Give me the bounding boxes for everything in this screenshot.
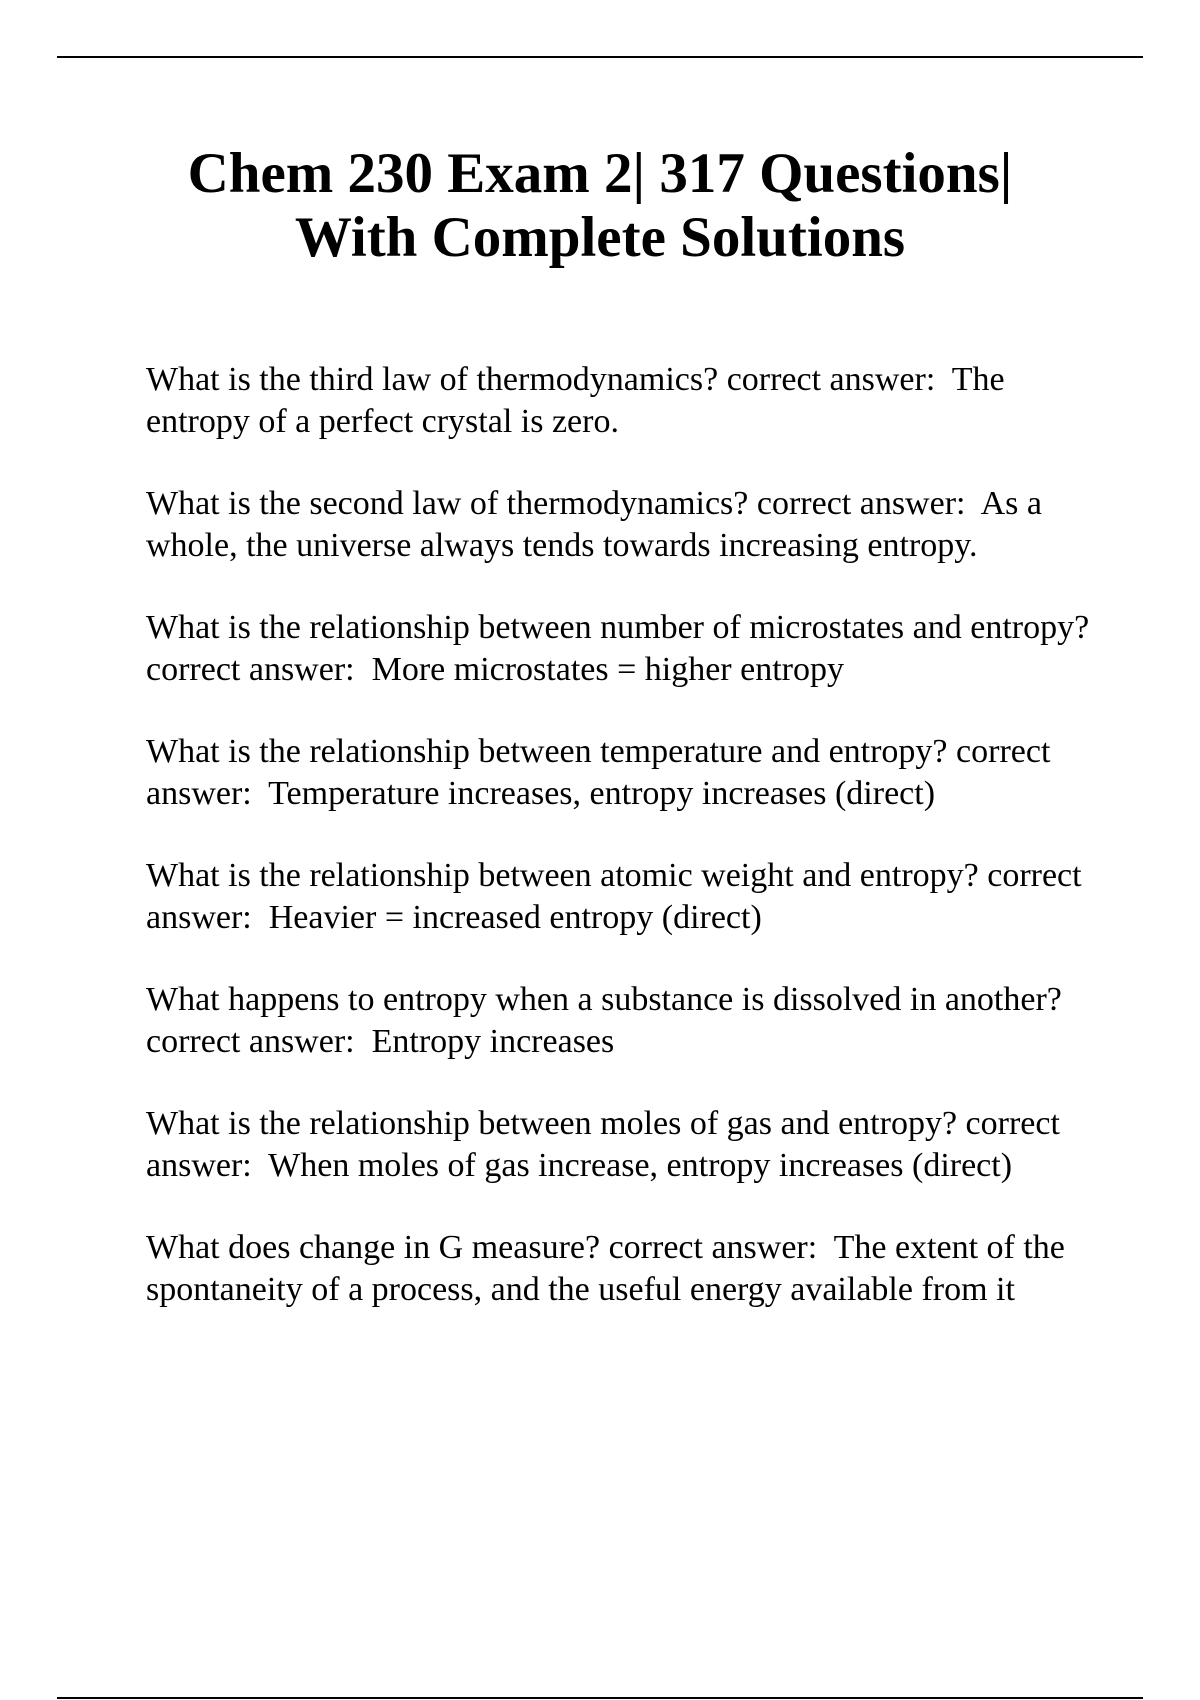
answer-label: correct answer: [146,733,1059,812]
answer-text: The extent of the spontaneity of a process, and the useful energy available from it [146,1229,1074,1308]
question-text: What is the relationship between atomic weight and entropy? [146,857,979,894]
question-text: What is the relationship between number of microstates and entropy? [146,609,1090,646]
title-line-1: Chem 230 Exam 2| 317 Questions| [187,142,1013,205]
page-title [100,142,1100,270]
answer-label: correct answer: [726,361,936,398]
question-text: What is the third law of thermodynamics? [146,361,719,398]
qa-item [146,483,1096,567]
bottom-divider [57,1697,1143,1699]
qa-item [146,359,1096,443]
answer-label: correct answer: [608,1229,818,1266]
qa-item [146,855,1096,939]
answer-text: When moles of gas increase, entropy increases (direct) [268,1147,1013,1184]
question-text: What happens to entropy when a substance is dissolved in another? [146,981,1062,1018]
question-text: What is the relationship between temperature and entropy? [146,733,948,770]
qa-item [146,607,1096,691]
question-text: What does change in G measure? [146,1229,601,1266]
answer-label: correct answer: [756,485,966,522]
answer-text: Temperature increases, entropy increases (direct) [268,775,936,812]
answer-label: correct answer: [146,651,355,688]
qa-item [146,731,1096,815]
top-divider [57,56,1143,58]
question-answer-list [146,359,1096,1351]
answer-text: More microstates = higher entropy [371,651,844,688]
answer-text: As a whole, the universe always tends towards increasing entropy. [146,485,1051,564]
answer-text: The entropy of a perfect crystal is zero. [146,361,1014,440]
answer-label: correct answer: [146,1105,1069,1184]
qa-item [146,1227,1096,1311]
qa-item [146,1103,1096,1187]
qa-item [146,979,1096,1063]
answer-text: Heavier = increased entropy (direct) [268,899,762,936]
answer-label: correct answer: [146,1023,355,1060]
answer-label: correct answer: [146,857,1091,936]
question-text: What is the second law of thermodynamics? [146,485,749,522]
question-text: What is the relationship between moles of gas and entropy? [146,1105,958,1142]
title-line-2: With Complete Solutions [294,206,906,269]
answer-text: Entropy increases [371,1023,615,1060]
